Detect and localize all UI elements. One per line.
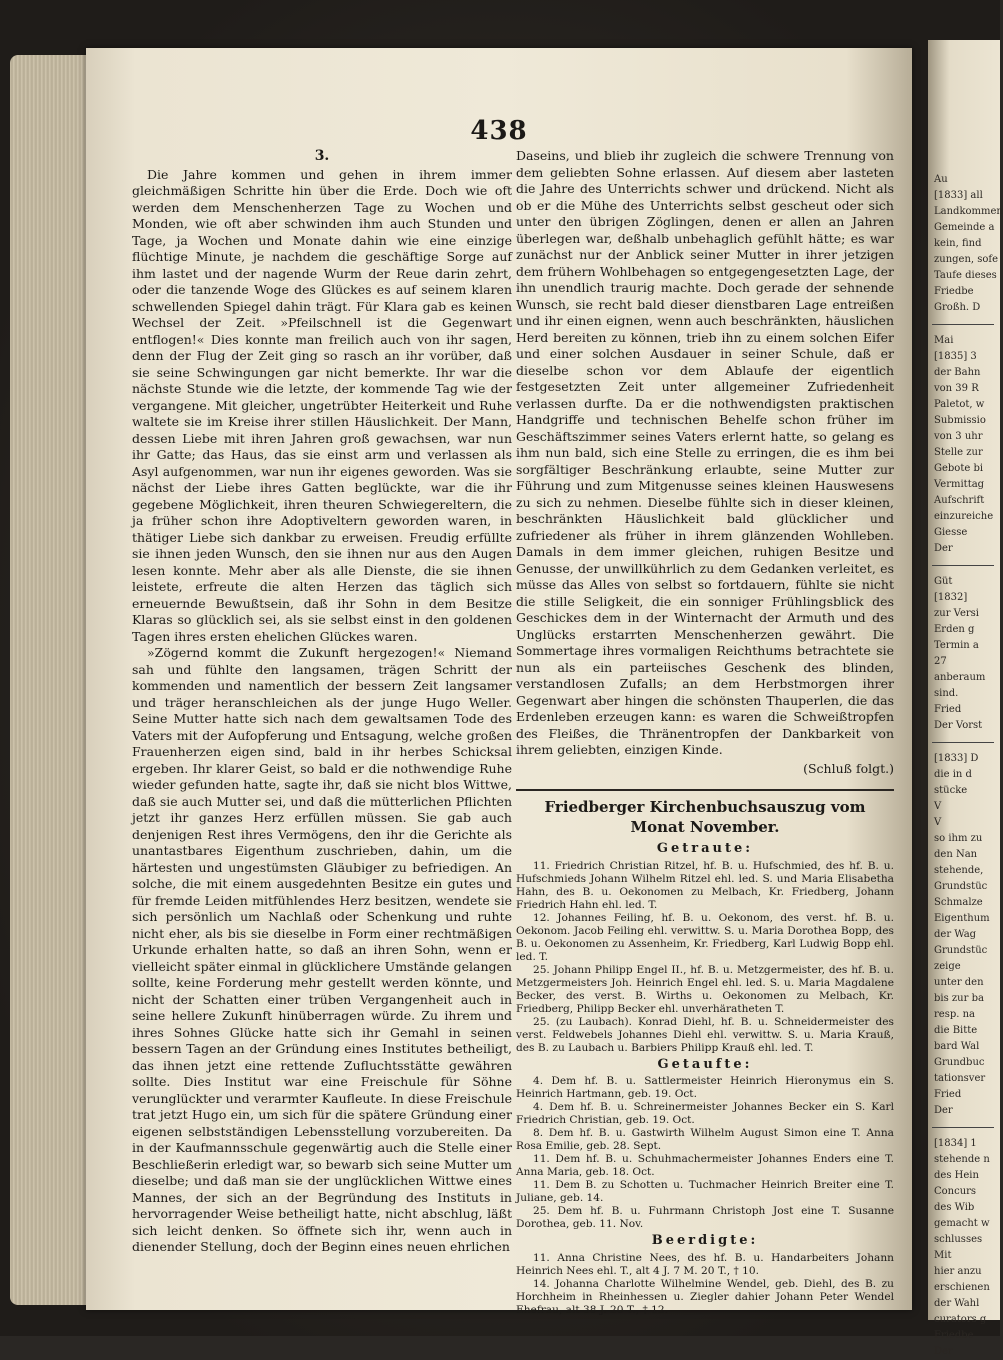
fragment-line: curators g [934, 1314, 987, 1325]
fragment-line: Fried [934, 1089, 962, 1100]
fragment-line: des Wib [934, 1202, 975, 1213]
fragment-line: Der [934, 543, 953, 554]
fragment-line: Submissio [934, 415, 986, 426]
fragment-line: Grundstüc [934, 881, 988, 892]
fragment-line: den Nan [934, 849, 978, 860]
fragment-line: anberaum [934, 672, 986, 683]
fragment-line: Gemeinde a [934, 222, 995, 233]
fragment-line: hier anzu [934, 1266, 982, 1277]
fragment-line: stücke [934, 785, 968, 796]
fragment-line: Mai [934, 335, 954, 346]
fragment-line: Fried [934, 704, 962, 715]
divider [932, 1127, 994, 1128]
page-number: 438 [470, 116, 528, 146]
section-heading-burials: Beerdigte: [651, 1233, 759, 1248]
fragment-line: Eigenthum [934, 913, 990, 924]
fragment-line: zur Versi [934, 608, 979, 619]
record-entry: 25. Dem hf. B. u. Fuhrmann Christoph Jost eine T. Susanne Dorothea, geb. 11. Nov. [516, 1205, 894, 1230]
fragment-line: V [934, 817, 942, 828]
record-entry: 11. Dem B. zu Schotten u. Tuchmacher Heinrich Breiter eine T. Juliane, geb. 14. [516, 1179, 894, 1204]
fragment-line: sind. [934, 688, 959, 699]
fragment-line: einzureiche [934, 511, 994, 522]
divider [932, 565, 994, 566]
fragment-block [928, 1136, 1000, 1360]
record-entry: 12. Johannes Feiling, hf. B. u. Oekonom, des verst. hf. B. u. Oekonom. Jacob Feiling ehl. verwittw. S. u. Maria Dorothea Bopp, des B. u. Oekonomen zu Assenheim, Kr. Friedberg, Karl Ludwig Bopp ehl. led. T. [516, 911, 894, 963]
church-record-title: Friedberger Kirchenbuchsauszug vom Monat November. [544, 798, 866, 836]
fragment-line: [1835] 3 [934, 351, 977, 362]
church-record [516, 841, 894, 1317]
fragment-line: erschienen [934, 1282, 990, 1293]
fragment-line: Friedbe [934, 286, 974, 297]
record-entry: 25. Johann Philipp Engel II., hf. B. u. Metzgermeister, des hf. B. u. Metzgermeisters Joh. Heinrich Engel ehl. led. S. u. Maria Magdalene Becker, des verst. B. Wirths u. Oekonomen zu Melbach, Kr. Friedberg, Philipp Becker ehl. unverhäratheten T. [516, 963, 894, 1015]
fragment-line: Termin a [934, 640, 979, 651]
fragment-line: zungen, sofe [934, 254, 999, 265]
fragment-line: Der Vorst [934, 720, 983, 731]
fragment-line: Grundstüc [934, 945, 988, 956]
fragment-line: von 3 uhr [934, 431, 983, 442]
divider [932, 742, 994, 743]
record-entry: 11. Anna Christine Nees, des hf. B. u. Handarbeiters Johann Heinrich Nees ehl. T., alt 4 J. 7 M. 20 T., † 10. [516, 1251, 894, 1277]
fragment-line: Landkommen [934, 206, 1003, 217]
fragment-line: die in d [934, 769, 972, 780]
fragment-line: stehende n [934, 1154, 990, 1165]
fragment-line: Au [934, 174, 948, 185]
fragment-line: so ihm zu [934, 833, 983, 844]
fragment-line: bard Wal [934, 1041, 980, 1052]
adjacent-page-fragment [928, 40, 1003, 1357]
fragment-line: Concurs [934, 1186, 977, 1197]
fragment-block [928, 172, 1003, 316]
fragment-line: tationsver [934, 1073, 986, 1084]
fragment-line: Grundbuc [934, 1057, 985, 1068]
divider [932, 324, 994, 325]
fragment-line: Paletot, w [934, 399, 985, 410]
fragment-line: V [934, 801, 942, 812]
fragment-line: [1833] D [934, 753, 979, 764]
fragment-line: der Wahl [934, 1298, 980, 1309]
fragment-line: Friedbe [934, 1330, 974, 1341]
fragment-line: Mit [934, 1250, 952, 1261]
fragment-line: Taufe dieses [934, 270, 997, 281]
record-entry: 11. Friedrich Christian Ritzel, hf. B. u. Hufschmied, des hf. B. u. Hufschmieds Johann Wilhelm Ritzel ehl. led. S. und Maria Elisabetha Hahn, des B. u. Oekonomen zu Melbach, Kr. Friedberg, Johann Friedrich Hahn ehl. led. T. [516, 859, 894, 911]
left-column [132, 148, 512, 1256]
right-column [516, 148, 894, 1317]
paragraph: Die Jahre kommen und gehen in ihrem immer gleichmäßigen Schritte hin über die Erde. Doch wie oft werden dem Menschenherzen Tage zu Wochen und Monden, wie oft aber schwinden ihm auch Stunden und Tage, ja Wochen und Monate dahin wie eine einzige flüchtige Minute, je nachdem die geschäftige Sorge auf ihm lastet und der nagende Wurm der Reue darin zehrt, oder die tanzende Woge des Glückes es auf seinem klaren schwellenden Spiegel dahin trägt. Für Klara gab es keinen Wechsel der Zeit. »Pfeilschnell ist die Gegenwart entflogen!« Dies konnte man freilich auch von ihr sagen, denn der Flug der Zeit ging so rasch an ihr vorüber, daß sie seine Schwingungen gar nicht bemerkte. Ihr war die nächste Stunde wie die letzte, der kommende Tag wie der vergangene. Mit gleicher, ungetrübter Heiterkeit und Ruhe waltete sie im Kreise ihrer stillen Häuslichkeit. Der Mann, dessen Liebe mit ihren Jahren groß gewachsen, war nun ihr Gatte; das Haus, das sie einst arm und verlassen als Asyl aufgenommen, war nun ihr eigenes geworden. Was sie nächst der Liebe ihres Gatten beglückte, war die ihr gegebene Möglichkeit, ihren theuren Schwiegereltern, die ja früher schon ihre Adoptiveltern geworden waren, in thätiger Liebe sich dankbar zu erweisen. Freudig erfüllte sie ihnen jeden Wunsch, den sie ihnen nur aus den Augen lesen konnte. Mehr aber als alle Dienste, die sie ihnen leistete, erfreute die alten Herzen das täglich sich erneuernde Bewußtsein, daß ihr Sohn in dem Besitze Klaras so glücklich sei, als sie selbst einst in den goldenen Tagen ihres ersten ehelichen Glückes waren. [132, 166, 512, 644]
section-heading-baptisms: Getaufte: [657, 1056, 753, 1072]
fragment-line: [1832] [934, 592, 968, 603]
fragment-block [928, 574, 1000, 734]
fragment-line: Giesse [934, 527, 968, 538]
record-entry: 25. (zu Laubach). Konrad Diehl, hf. B. u. Schneidermeister des verst. Feldwebels Johannes Diehl ehl. verwittw. S. u. Maria Krauß, des B. zu Laubach u. Barbiers Philipp Krauß ehl. led. T. [516, 1015, 894, 1054]
fragment-line: Güt [934, 576, 953, 587]
fragment-line: stehende, [934, 865, 984, 876]
fragment-line: bis zur ba [934, 993, 984, 1004]
fragment-line: unter den [934, 977, 984, 988]
fragment-line: die Bitte [934, 1025, 978, 1036]
fragment-line: Schmalze [934, 897, 983, 908]
record-entry: 4. Dem hf. B. u. Schreinermeister Johannes Becker ein S. Karl Friedrich Christian, geb. 19. Oct. [516, 1101, 894, 1126]
record-entry: 14. Johanna Charlotte Wilhelmine Wendel, geb. Diehl, des B. zu Horchheim in Rheinhessen u. Ziegler dahier Johann Peter Wendel Ehefrau, alt 38 J. 20 T., † 12. [516, 1277, 894, 1316]
fragment-line: Großh. D [934, 302, 981, 313]
fragment-line: 27 [934, 656, 947, 667]
record-entry: 8. Dem hf. B. u. Gastwirth Wilhelm August Simon eine T. Anna Rosa Emilie, geb. 28. Sept. [516, 1127, 894, 1152]
fragment-line: [1833] all [934, 190, 983, 201]
fragment-line: gemacht w [934, 1218, 990, 1229]
fragment-line: von 39 R [934, 383, 979, 394]
fragment-line: der Bahn [934, 367, 981, 378]
record-entry: 4. Dem hf. B. u. Sattlermeister Heinrich Hieronymus ein S. Heinrich Hartmann, geb. 19. Oct. [516, 1075, 894, 1100]
fragment-line: Aufschrift [934, 495, 985, 506]
book-page [86, 48, 912, 1316]
divider [516, 789, 894, 791]
fragment-block [928, 333, 1000, 557]
fragment-line: Der [934, 1105, 953, 1116]
fragment-line: der Wag [934, 929, 977, 940]
paragraph: »Zögernd kommt die Zukunft hergezogen!« Niemand sah und fühlte den langsamen, trägen Schritt der kommenden und namentlich der bessern Zeit langsamer und träger heranschleichen als der junge Hugo Weller. Seine Mutter hatte sich nach dem gewaltsamen Tode des Vaters mit der Aufopferung und Entsagung, welche großen Frauenherzen eigen sind, bald in ihr herbes Schicksal ergeben. Ihr klarer Geist, so bald er die nothwendige Ruhe wieder gefunden hatte, sagte ihr, daß sie nicht blos Wittwe, daß sie auch Mutter sei, und daß die mütterlichen Pflichten jetzt ihr ganzes Herz erfüllen müssen. Sie gab auch denjenigen Rest ihres Vermögens, den ihr die Gerichte als unantastbares Eigenthum zuschrieben, dahin, um die härtesten und ungestümsten Gläubiger zu befriedigen. An solche, die mit einem ausgedehnten Besitze ein gutes und für fremde Leiden mitfühlendes Herz besitzen, wendete sie sich persönlich um Nachlaß oder Schenkung und ruhte nicht eher, als bis sie dieselbe in Form einer rechtmäßigen Urkunde erhalten hatte, so daß an ihren Sohn, wenn er vielleicht später einmal in glücklichere Umstände gelangen sollte, keine Forderung mehr gestellt werden könnte, und nicht der Schatten einer trüben Vergangenheit auch in seine hellere Zukunft hinüberragen würde. Zu ihrem und ihres Sohnes Glücke hatte sich ihr Gemahl in seinen bessern Tagen an der Gründung eines Institutes betheiligt, das ihnen jetzt eine rettende Zufluchtsstätte gewähren sollte. Dies Institut war eine Freischule für Söhne verunglückter und verarmter Kaufleute. In diese Freischule trat jetzt Hugo ein, um sich für die spätere Gründung einer eigenen selbstständigen Lebensstellung vorzubereiten. Da in der Kaufmannsschule gegenwärtig auch die Stelle einer Beschließerin erledigt war, so bewarb sich seine Mutter um dieselbe; und daß man sie der unglücklichen Wittwe eines Mannes, der sich an der Begründung des Instituts in hervorragender Weise betheiligt hatte, nicht abschlug, läßt sich leicht denken. So öffnete sich ihr, wenn auch in dienender Stellung, doch der Beginn eines neuen ehrlichen [132, 645, 512, 1254]
fragment-line: Vermittag [934, 479, 985, 490]
fragment-line: [1834] 1 [934, 1138, 977, 1149]
fragment-line: Stelle zur [934, 447, 983, 458]
fragment-line: Erden g [934, 624, 975, 635]
fragment-line: des Hein [934, 1170, 979, 1181]
record-entry: 11. Dem hf. B. u. Schuhmachermeister Johannes Enders eine T. Anna Maria, geb. 18. Oct. [516, 1153, 894, 1178]
fragment-line: Der [934, 1346, 953, 1357]
section-number: 3. [314, 148, 330, 164]
fragment-line: Gebote bi [934, 463, 984, 474]
paragraph: Daseins, und blieb ihr zugleich die schwere Trennung von dem geliebten Sohne erlassen. Auf diesem aber lasteten die Jahre des Unterrichts schwer und drückend. Nicht als ob er die Mühe des Unterrichts selbst gescheut oder sich unter den übrigen Zöglingen, denen er allen an Jahren überlegen war, deßhalb unbehaglich gefühlt hätte; es war zunächst nur der Anblick seiner Mutter in ihrer jetzigen dem frühern Wohlbehagen so entgegengesetzten Lage, der ihn unendlich traurig machte. Doch gerade der sehnende Wunsch, sie recht bald dieser dienstbaren Lage entreißen und ihr einen eignen, wenn auch beschränkten, häuslichen Herd bereiten zu können, trieb ihn zu einem solchen Eifer und einer solchen Ausdauer in seiner Schule, daß er dieselbe schon vor dem Ablaufe der eigentlich festgesetzten Zeit unter allgemeiner Zufriedenheit verlassen durfte. Da er die nothwendigsten praktischen Handgriffe und technischen Behelfe schon früher im Geschäftszimmer seines Vaters erlernt hatte, so gelang es ihm nun bald, sich eine Stelle zu erringen, die es ihm bei sorgfältiger Beschränkung erlaubte, seine Mutter zur Führung und zum Mitgenusse seines kleinen Hauswesens zu sich zu nehmen. Dieselbe fühlte sich in dieser kleinen, beschränkten Häuslichkeit bald glücklicher und zufriedener als früher in ihrem glänzenden Wohlleben. Damals in dem immer gleichen, ruhigen Besitze und Genusse, der unwillkührlich zu dem Gedanken verleitet, es müsse das Alles von selbst so fortdauern, fühlte sie nicht die stille Seligkeit, die ein sonniger Frühlingsblick des Geschickes dem in der Winternacht der Armuth und des Unglücks erstarrten Menschenherzen gewährt. Die Sommertage ihres vormaligen Reichthums betrachtete sie nun als ein parteiisches Geschenk des blinden, verstandlosen Zufalls; an dem Herbstmorgen ihrer Gegenwart aber hingen die schönsten Thauperlen, die das Erdenleben erzeugen kann: es waren die Schweißtropfen des Fleißes, die Thränentropfen der Dankbarkeit von ihrem geliebten, einzigen Kinde. [516, 148, 894, 757]
fragment-line: resp. na [934, 1009, 975, 1020]
fragment-line: schlusses [934, 1234, 983, 1245]
fragment-line: zeige [934, 961, 961, 972]
fragment-line: kein, find [934, 238, 982, 249]
closing-note: (Schluß folgt.) [803, 760, 894, 776]
section-heading-marriages: Getraute: [656, 841, 754, 856]
fragment-block [928, 751, 1000, 1119]
